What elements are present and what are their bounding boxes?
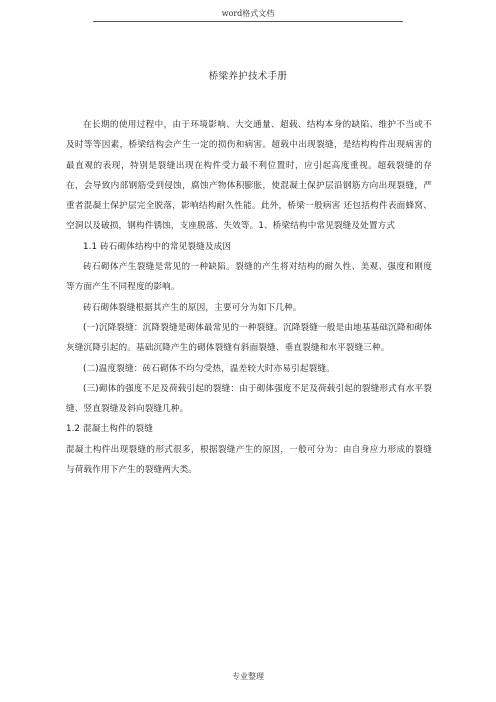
page-header: word格式文档 [221, 9, 275, 18]
paragraph-temperature-cracks: (二)温度裂缝：砖石砌体不均匀受热，温差较大时亦易引起裂缝。 [83, 363, 335, 374]
paragraph-masonry-cracks: 砖石砌体产生裂缝是常见的一种缺陷。裂缝的产生将对结构的耐久性、美观、强度和刚度等方面产生不同程度的影响。 [66, 262, 432, 293]
paragraph-concrete-cracks: 混凝土构件出现裂缝的形式很多，根据裂缝产生的原因，一般可分为：由自身应力形成的裂缝与荷载作用下产生的裂缝两大类。 [66, 444, 432, 476]
page-footer: 专业整理 [232, 672, 264, 681]
paragraph-settlement-cracks: (一)沉降裂缝：沉降裂缝是砌体最常见的一种裂缝。沉降裂缝一般是由地基基础沉降和砌体灰缝沉降引起的。基础沉降产生的砌体裂缝有斜面裂缝、垂直裂缝和水平裂缝三种。 [66, 322, 432, 354]
document-body [66, 115, 432, 480]
section-heading-1-1: 1.1 砖石砌体结构中的常见裂缝及成因 [83, 241, 232, 252]
section-heading-1-2: 1.2 混凝土构件的裂缝 [66, 424, 153, 435]
intro-paragraph: 在长期的使用过程中，由于环境影响、大交通量、超载、结构本身的缺陷、维护不当或不及时等等因素，桥梁结构会产生一定的损伤和病害。超载中出现裂缝，是结构构件出现病害的最直观的表现，特别是裂缝出现在构件受力最不利位置时，应引起高度重视。超载裂缝的存 在，会导致内部钢筋受到侵蚀，腐蚀产物体积膨胀，使混凝土保护层沿钢筋方向出现裂缝，严重者混凝土保护层完全脱落，影响结构耐久性能。此外，桥梁一般病害 还包括构件表面蜂窝、空洞以及破损，钢构件锈蚀，支座脱落、失效等。1、桥梁结构中常见裂缝及处置方式 [66, 120, 432, 232]
paragraph-crack-types: 砖石砌体裂缝根据其产生的原因，主要可分为如下几种。 [83, 302, 302, 313]
paragraph-strength-cracks: (三)砌体的强度不足及荷载引起的裂缝：由于砌体强度不足及荷载引起的裂缝形式有水平裂缝、竖直裂缝及斜向裂缝几种。 [66, 383, 432, 415]
document-title: 桥梁养护技术手册 [208, 71, 288, 82]
header-divider [93, 21, 403, 22]
